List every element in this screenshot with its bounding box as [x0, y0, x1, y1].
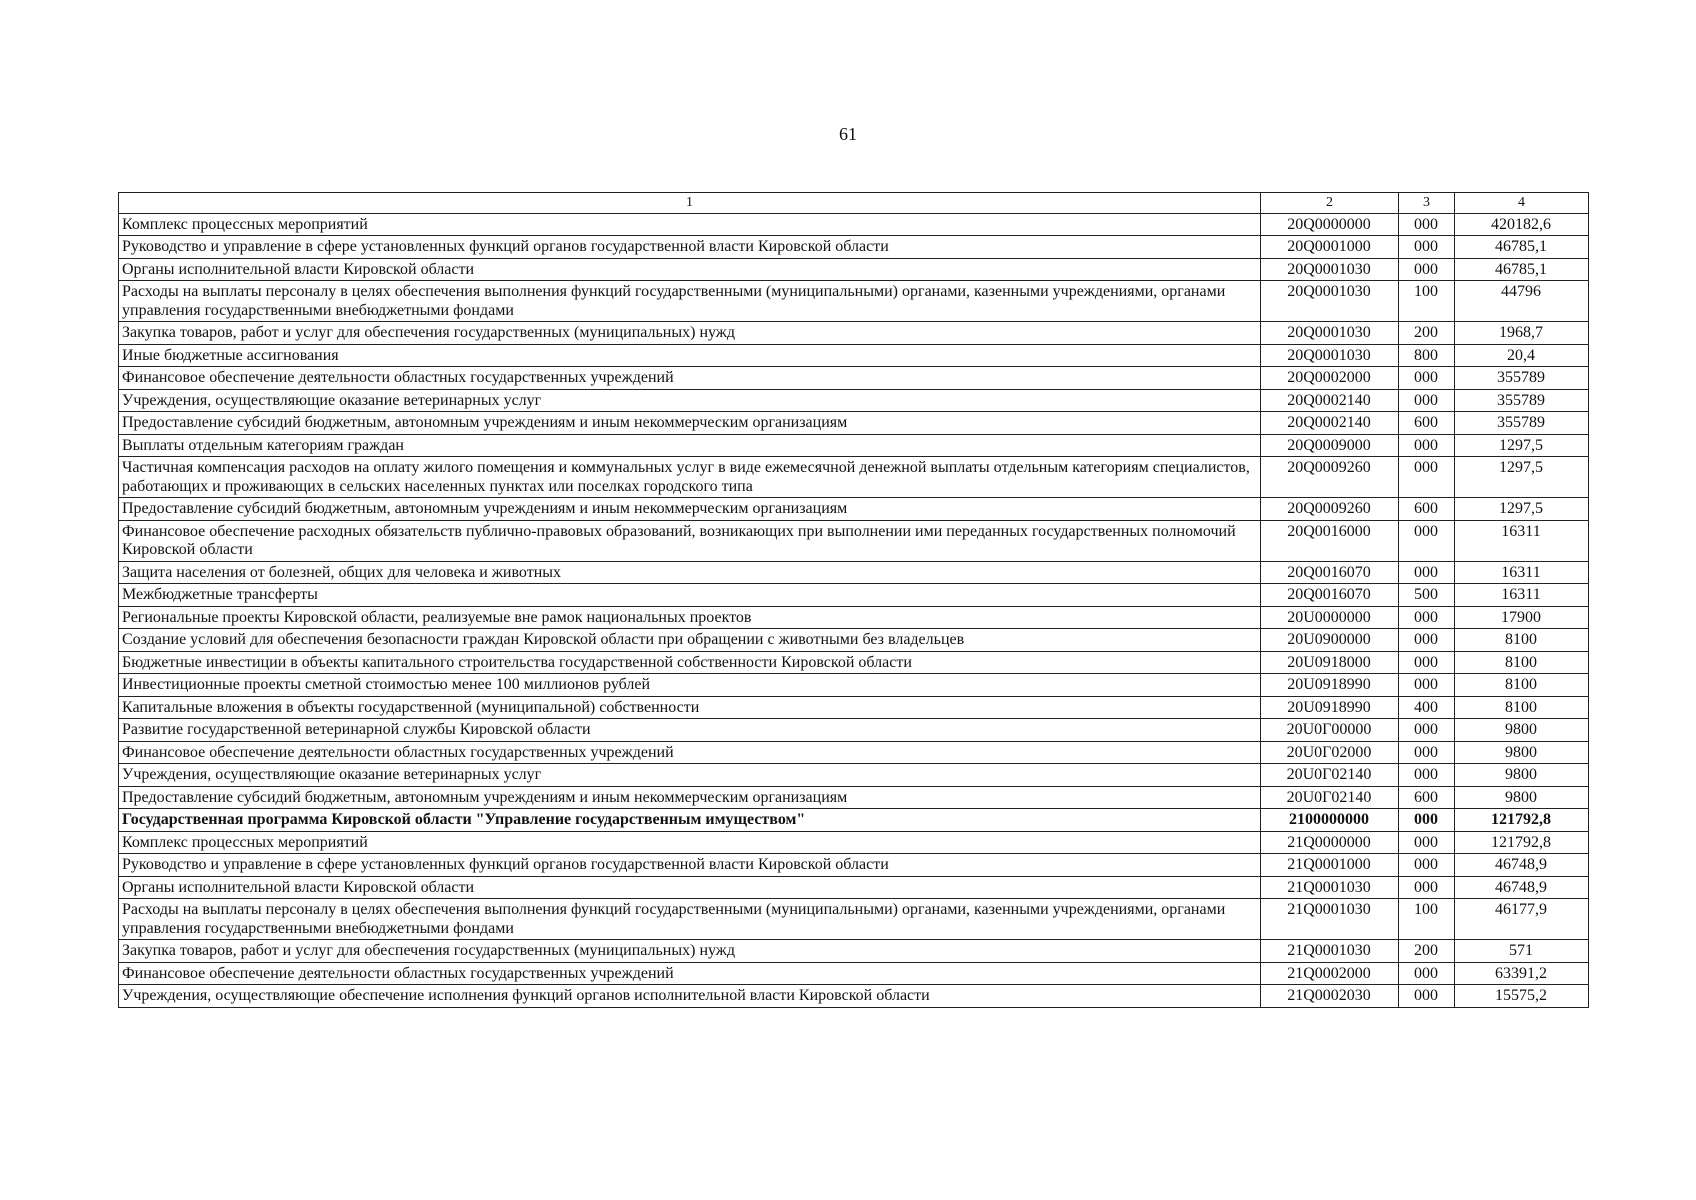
cell-amount: 8100 — [1455, 696, 1589, 719]
cell-name: Органы исполнительной власти Кировской области — [119, 258, 1261, 281]
cell-type: 000 — [1399, 561, 1455, 584]
cell-name: Учреждения, осуществляющие оказание ветеринарных услуг — [119, 389, 1261, 412]
cell-code: 20U0000000 — [1261, 606, 1399, 629]
cell-amount: 1297,5 — [1455, 434, 1589, 457]
cell-name: Предоставление субсидий бюджетным, автономным учреждениям и иным некоммерческим организациям — [119, 412, 1261, 435]
cell-amount: 46748,9 — [1455, 854, 1589, 877]
cell-type: 000 — [1399, 236, 1455, 259]
cell-amount: 121792,8 — [1455, 809, 1589, 832]
cell-type: 000 — [1399, 962, 1455, 985]
cell-code: 20Q0001030 — [1261, 322, 1399, 345]
cell-code: 20U0Г02140 — [1261, 786, 1399, 809]
cell-amount: 15575,2 — [1455, 985, 1589, 1008]
cell-amount: 571 — [1455, 940, 1589, 963]
cell-name: Частичная компенсация расходов на оплату жилого помещения и коммунальных услуг в виде ежемесячной денежной выплаты отдельным категориям специалистов, работающих и проживающих в сельских населенных пунктах или поселках городского типа — [119, 457, 1261, 498]
cell-type: 000 — [1399, 434, 1455, 457]
cell-amount: 9800 — [1455, 741, 1589, 764]
cell-type: 600 — [1399, 412, 1455, 435]
cell-code: 20Q0009260 — [1261, 498, 1399, 521]
column-header-name: 1 — [119, 193, 1261, 214]
cell-name: Руководство и управление в сфере установленных функций органов государственной власти Кировской области — [119, 236, 1261, 259]
cell-name: Расходы на выплаты персоналу в целях обеспечения выполнения функций государственными (муниципальными) органами, казенными учреждениями, органами управления государственными внебюджетными фондами — [119, 281, 1261, 322]
table-row — [119, 940, 1589, 963]
cell-type: 000 — [1399, 258, 1455, 281]
cell-name: Расходы на выплаты персоналу в целях обеспечения выполнения функций государственными (муниципальными) органами, казенными учреждениями, органами управления государственными внебюджетными фондами — [119, 899, 1261, 940]
cell-type: 800 — [1399, 344, 1455, 367]
table-row — [119, 651, 1589, 674]
table-row — [119, 962, 1589, 985]
cell-code: 21Q0001030 — [1261, 876, 1399, 899]
table-row — [119, 674, 1589, 697]
table-row — [119, 786, 1589, 809]
cell-type: 000 — [1399, 764, 1455, 787]
cell-name: Капитальные вложения в объекты государственной (муниципальной) собственности — [119, 696, 1261, 719]
column-header-amount: 4 — [1455, 193, 1589, 214]
cell-code: 20U0918000 — [1261, 651, 1399, 674]
cell-code: 20Q0002140 — [1261, 412, 1399, 435]
table-row — [119, 457, 1589, 498]
cell-amount: 8100 — [1455, 629, 1589, 652]
cell-type: 000 — [1399, 674, 1455, 697]
cell-type: 000 — [1399, 831, 1455, 854]
cell-code: 20Q0016070 — [1261, 584, 1399, 607]
cell-name: Инвестиционные проекты сметной стоимостью менее 100 миллионов рублей — [119, 674, 1261, 697]
cell-name: Региональные проекты Кировской области, реализуемые вне рамок национальных проектов — [119, 606, 1261, 629]
cell-type: 000 — [1399, 629, 1455, 652]
cell-name: Финансовое обеспечение деятельности областных государственных учреждений — [119, 367, 1261, 390]
table-row — [119, 876, 1589, 899]
cell-name: Комплекс процессных мероприятий — [119, 831, 1261, 854]
cell-name: Финансовое обеспечение расходных обязательств публично-правовых образований, возникающих при выполнении ими переданных государственных полномочий Кировской области — [119, 520, 1261, 561]
cell-type: 000 — [1399, 741, 1455, 764]
cell-type: 000 — [1399, 876, 1455, 899]
table-row — [119, 344, 1589, 367]
cell-name: Развитие государственной ветеринарной службы Кировской области — [119, 719, 1261, 742]
cell-amount: 1968,7 — [1455, 322, 1589, 345]
cell-amount: 17900 — [1455, 606, 1589, 629]
cell-type: 000 — [1399, 985, 1455, 1008]
cell-code: 20U0Г00000 — [1261, 719, 1399, 742]
table-row — [119, 696, 1589, 719]
table-row — [119, 606, 1589, 629]
cell-name: Межбюджетные трансферты — [119, 584, 1261, 607]
cell-amount: 16311 — [1455, 584, 1589, 607]
table-row — [119, 389, 1589, 412]
table-row — [119, 741, 1589, 764]
cell-name: Учреждения, осуществляющие оказание ветеринарных услуг — [119, 764, 1261, 787]
cell-code: 20Q0001030 — [1261, 281, 1399, 322]
cell-amount: 8100 — [1455, 674, 1589, 697]
cell-code: 21Q0002000 — [1261, 962, 1399, 985]
table-row — [119, 213, 1589, 236]
table-row — [119, 809, 1589, 832]
budget-table — [118, 192, 1589, 1008]
cell-code: 20U0918990 — [1261, 696, 1399, 719]
table-row — [119, 561, 1589, 584]
cell-type: 600 — [1399, 786, 1455, 809]
cell-type: 200 — [1399, 940, 1455, 963]
cell-amount: 355789 — [1455, 389, 1589, 412]
page-number: 61 — [839, 124, 857, 144]
cell-amount: 16311 — [1455, 561, 1589, 584]
cell-name: Защита населения от болезней, общих для человека и животных — [119, 561, 1261, 584]
column-header-type: 3 — [1399, 193, 1455, 214]
table-row — [119, 367, 1589, 390]
column-header-code: 2 — [1261, 193, 1399, 214]
cell-code: 20Q0000000 — [1261, 213, 1399, 236]
cell-code: 20Q0001000 — [1261, 236, 1399, 259]
table-body — [119, 213, 1589, 1007]
table-row — [119, 258, 1589, 281]
cell-code: 20Q0016070 — [1261, 561, 1399, 584]
cell-name: Иные бюджетные ассигнования — [119, 344, 1261, 367]
cell-name: Закупка товаров, работ и услуг для обеспечения государственных (муниципальных) нужд — [119, 940, 1261, 963]
table-row — [119, 236, 1589, 259]
cell-name: Органы исполнительной власти Кировской области — [119, 876, 1261, 899]
table-row — [119, 985, 1589, 1008]
cell-type: 600 — [1399, 498, 1455, 521]
table-row — [119, 322, 1589, 345]
cell-amount: 9800 — [1455, 786, 1589, 809]
cell-type: 200 — [1399, 322, 1455, 345]
cell-name: Выплаты отдельным категориям граждан — [119, 434, 1261, 457]
cell-amount: 355789 — [1455, 412, 1589, 435]
cell-code: 20U0Г02000 — [1261, 741, 1399, 764]
cell-type: 000 — [1399, 854, 1455, 877]
cell-code: 2100000000 — [1261, 809, 1399, 832]
cell-code: 20Q0009260 — [1261, 457, 1399, 498]
cell-code: 21Q0000000 — [1261, 831, 1399, 854]
table-row — [119, 899, 1589, 940]
cell-type: 000 — [1399, 367, 1455, 390]
cell-code: 20U0900000 — [1261, 629, 1399, 652]
cell-amount: 46748,9 — [1455, 876, 1589, 899]
cell-code: 20Q0001030 — [1261, 344, 1399, 367]
cell-type: 000 — [1399, 213, 1455, 236]
table-row — [119, 629, 1589, 652]
cell-amount: 16311 — [1455, 520, 1589, 561]
cell-name: Финансовое обеспечение деятельности областных государственных учреждений — [119, 962, 1261, 985]
cell-code: 20Q0002000 — [1261, 367, 1399, 390]
table-row — [119, 854, 1589, 877]
cell-type: 000 — [1399, 809, 1455, 832]
cell-name: Руководство и управление в сфере установленных функций органов государственной власти Кировской области — [119, 854, 1261, 877]
cell-name: Финансовое обеспечение деятельности областных государственных учреждений — [119, 741, 1261, 764]
table-row — [119, 498, 1589, 521]
cell-code: 20Q0002140 — [1261, 389, 1399, 412]
cell-name: Предоставление субсидий бюджетным, автономным учреждениям и иным некоммерческим организациям — [119, 498, 1261, 521]
table-row — [119, 281, 1589, 322]
cell-code: 20U0918990 — [1261, 674, 1399, 697]
cell-name: Учреждения, осуществляющие обеспечение исполнения функций органов исполнительной власти Кировской области — [119, 985, 1261, 1008]
cell-type: 100 — [1399, 899, 1455, 940]
cell-type: 000 — [1399, 457, 1455, 498]
cell-name: Создание условий для обеспечения безопасности граждан Кировской области при обращении с животными без владельцев — [119, 629, 1261, 652]
cell-code: 20Q0016000 — [1261, 520, 1399, 561]
cell-amount: 9800 — [1455, 719, 1589, 742]
cell-amount: 20,4 — [1455, 344, 1589, 367]
table-header-row — [119, 193, 1589, 214]
cell-amount: 44796 — [1455, 281, 1589, 322]
cell-code: 21Q0001000 — [1261, 854, 1399, 877]
cell-name: Комплекс процессных мероприятий — [119, 213, 1261, 236]
cell-name: Бюджетные инвестиции в объекты капитального строительства государственной собственности Кировской области — [119, 651, 1261, 674]
cell-name: Государственная программа Кировской области "Управление государственным имуществом" — [119, 809, 1261, 832]
cell-type: 100 — [1399, 281, 1455, 322]
cell-type: 000 — [1399, 520, 1455, 561]
cell-amount: 63391,2 — [1455, 962, 1589, 985]
table-row — [119, 412, 1589, 435]
cell-amount: 420182,6 — [1455, 213, 1589, 236]
cell-type: 000 — [1399, 719, 1455, 742]
table-row — [119, 764, 1589, 787]
table-row — [119, 719, 1589, 742]
cell-code: 20Q0009000 — [1261, 434, 1399, 457]
cell-amount: 46177,9 — [1455, 899, 1589, 940]
cell-type: 400 — [1399, 696, 1455, 719]
table-row — [119, 520, 1589, 561]
cell-type: 000 — [1399, 651, 1455, 674]
cell-name: Закупка товаров, работ и услуг для обеспечения государственных (муниципальных) нужд — [119, 322, 1261, 345]
cell-amount: 1297,5 — [1455, 498, 1589, 521]
table-row — [119, 584, 1589, 607]
table-row — [119, 434, 1589, 457]
cell-amount: 8100 — [1455, 651, 1589, 674]
cell-amount: 355789 — [1455, 367, 1589, 390]
cell-code: 20U0Г02140 — [1261, 764, 1399, 787]
cell-amount: 9800 — [1455, 764, 1589, 787]
cell-code: 21Q0001030 — [1261, 899, 1399, 940]
cell-code: 21Q0001030 — [1261, 940, 1399, 963]
cell-type: 500 — [1399, 584, 1455, 607]
table-row — [119, 831, 1589, 854]
cell-amount: 1297,5 — [1455, 457, 1589, 498]
cell-name: Предоставление субсидий бюджетным, автономным учреждениям и иным некоммерческим организациям — [119, 786, 1261, 809]
cell-amount: 121792,8 — [1455, 831, 1589, 854]
cell-amount: 46785,1 — [1455, 236, 1589, 259]
cell-type: 000 — [1399, 606, 1455, 629]
cell-type: 000 — [1399, 389, 1455, 412]
cell-code: 20Q0001030 — [1261, 258, 1399, 281]
cell-code: 21Q0002030 — [1261, 985, 1399, 1008]
cell-amount: 46785,1 — [1455, 258, 1589, 281]
